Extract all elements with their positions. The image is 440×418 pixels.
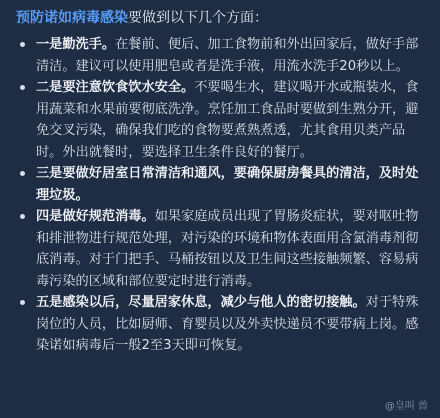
- item-lead: 四是做好规范消毒。: [36, 209, 155, 224]
- item-text: 对于特殊岗位的人员，比如厨师、育婴员以及外卖快递员不要带病上岗。感染诺如病毒后一般2至3天即可恢复。: [36, 295, 419, 353]
- heading-highlight: 预防诺如病毒感染: [16, 10, 128, 26]
- item-lead: 三是要做好居室日常清洁和通风，要确保厨房餐具的清洁，及时处理垃圾。: [36, 166, 419, 203]
- intro-heading: [16, 8, 268, 28]
- bullet-icon: [20, 214, 25, 219]
- list-item: [0, 206, 440, 292]
- heading-rest: 要做到以下几个方面：: [128, 10, 268, 26]
- bullet-icon: [20, 42, 25, 47]
- bullet-icon: [20, 171, 25, 176]
- list-item: [0, 292, 440, 357]
- bullet-icon: [20, 85, 25, 90]
- watermark: @皇叫 兽: [384, 401, 428, 412]
- item-text: 不要喝生水，建议喝开水或瓶装水，食用蔬菜和水果前要彻底洗净。烹饪加工食品时要做到生熟分开，避免交叉污染，确保我们吃的食物要煮熟煮透，尤其食用贝类产品时。外出就餐时，要选择卫生条件良好的餐厅。: [36, 80, 419, 160]
- prevention-list: [0, 34, 440, 357]
- item-text: 在餐前、便后、加工食物前和外出回家后，做好手部清洁。建议可以使用肥皂或者是洗手液，用流水洗手20秒以上。: [36, 37, 419, 74]
- list-item: [0, 77, 440, 163]
- item-text: 如果家庭成员出现了胃肠炎症状，要对呕吐物和排泄物进行规范处理，对污染的环境和物体表面用含氯消毒剂彻底消毒。对于门把手、马桶按钮以及卫生间这些接触频繁、容易病毒污染的区域和部位要定时进行消毒。: [36, 209, 419, 289]
- list-item: [0, 163, 440, 206]
- list-item: [0, 34, 440, 77]
- item-lead: 二是要注意饮食饮水安全。: [36, 80, 195, 95]
- item-lead: 五是感染以后，尽量居家休息，减少与他人的密切接触。: [36, 295, 366, 310]
- bullet-icon: [20, 300, 25, 305]
- item-lead: 一是勤洗手。: [36, 37, 116, 52]
